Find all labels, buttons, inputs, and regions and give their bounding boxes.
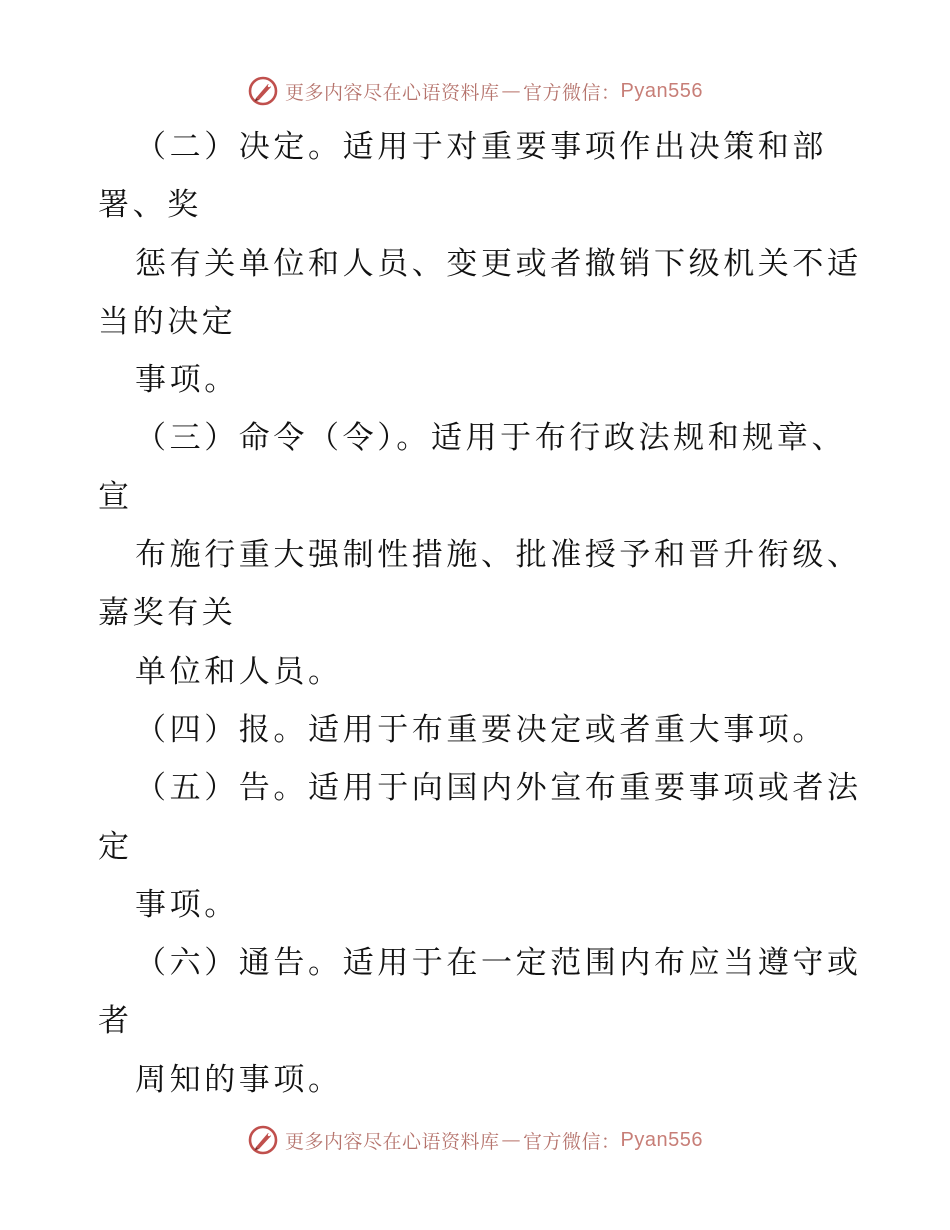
text-line: 事项。 [135, 362, 239, 399]
banner-wechat-label: 官方微信： [523, 1130, 621, 1153]
text-line: （五）告。适用于向国内外宣布重要事项或者法 [135, 770, 862, 807]
text-line: 定 [98, 828, 133, 865]
text-line: 当的决定 [98, 303, 237, 340]
document-body [98, 118, 898, 1109]
text-line: 布施行重大强制性措施、批准授予和晋升衔级、 [135, 537, 862, 574]
text-line: 周知的事项。 [135, 1061, 343, 1098]
text-line: 署、奖 [98, 187, 202, 224]
banner-text: 更多内容尽在心语资料库 [285, 1130, 500, 1153]
banner-separator: — [501, 80, 522, 102]
banner-wechat-id: Pyan556 [620, 79, 703, 102]
header-banner [0, 71, 950, 111]
text-line: 嘉奖有关 [98, 595, 237, 632]
text-line: 事项。 [135, 886, 239, 923]
text-line: （六）通告。适用于在一定范围内布应当遵守或 [135, 945, 862, 982]
banner-separator: — [501, 1129, 522, 1151]
banner-wechat-label: 官方微信： [523, 81, 621, 104]
banner-wechat-id: Pyan556 [620, 1128, 703, 1151]
pen-circle-logo-icon [247, 75, 279, 107]
text-line: 者 [98, 1003, 133, 1040]
text-line: 惩有关单位和人员、变更或者撤销下级机关不适 [135, 245, 862, 282]
text-line: （四）报。适用于布重要决定或者重大事项。 [135, 711, 827, 748]
text-line: （二）决定。适用于对重要事项作出决策和部 [135, 129, 827, 165]
pen-circle-logo-icon [247, 1124, 279, 1156]
banner-text: 更多内容尽在心语资料库 [285, 81, 500, 104]
text-line: （三）命令（令）。适用于布行政法规和规章、 [135, 420, 847, 457]
footer-banner [0, 1120, 950, 1160]
text-line: 宣 [98, 478, 133, 515]
text-line: 单位和人员。 [135, 653, 343, 690]
